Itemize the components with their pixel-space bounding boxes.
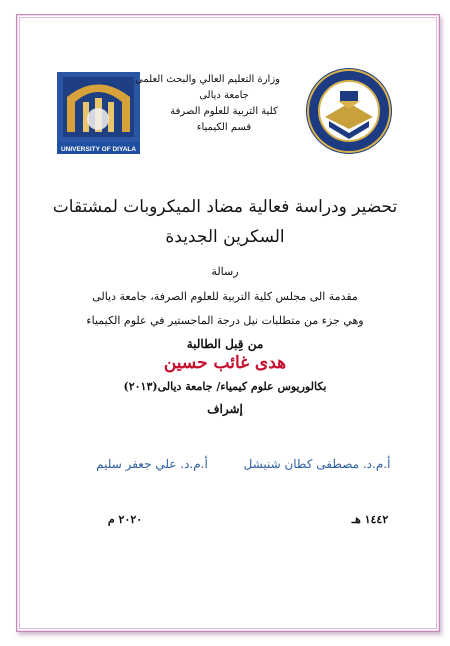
supervisor-1: أ.م.د. مصطفى كطان شنيشل — [243, 457, 391, 471]
ministry-name: وزارة التعليم العالي والبحث العلمي — [135, 74, 280, 85]
university-name: جامعة ديالى — [199, 90, 249, 101]
from-student-label: من قِبل الطالبة — [186, 337, 264, 351]
gregorian-date: ٢٠٢٠ م — [107, 513, 143, 526]
requirement-line: وهي جزء من متطلبات نيل درجة الماجستير في علوم الكيمياء — [86, 314, 364, 327]
logo-left-caption: UNIVERSITY OF DIYALA — [60, 146, 137, 153]
submission-line: مقدمة الى مجلس كلية التربية للعلوم الصرفة، جامعة ديالى — [92, 290, 358, 303]
student-name: هدى غائب حسين — [163, 353, 287, 373]
student-degree: بكالوريوس علوم كيمياء/ جامعة ديالى(٢٠١٣) — [123, 380, 327, 393]
college-logo — [305, 67, 393, 155]
supervision-label: إشراف — [207, 402, 243, 416]
hijri-date: ١٤٤٢ هـ — [351, 513, 389, 526]
thesis-label: رسالة — [211, 265, 239, 278]
thesis-title-line1: تحضير ودراسة فعالية مضاد الميكروبات لمشتقات — [52, 197, 398, 217]
university-logo — [57, 72, 140, 154]
supervisor-2: أ.م.د. علي جعفر سليم — [96, 457, 208, 471]
ministry-header — [135, 72, 280, 136]
department-name: قسم الكيمياء — [196, 122, 252, 133]
thesis-title — [40, 192, 410, 252]
college-name: كلية التربية للعلوم الصرفة — [170, 106, 278, 117]
thesis-title-line2: السكرين الجديدة — [165, 227, 285, 247]
